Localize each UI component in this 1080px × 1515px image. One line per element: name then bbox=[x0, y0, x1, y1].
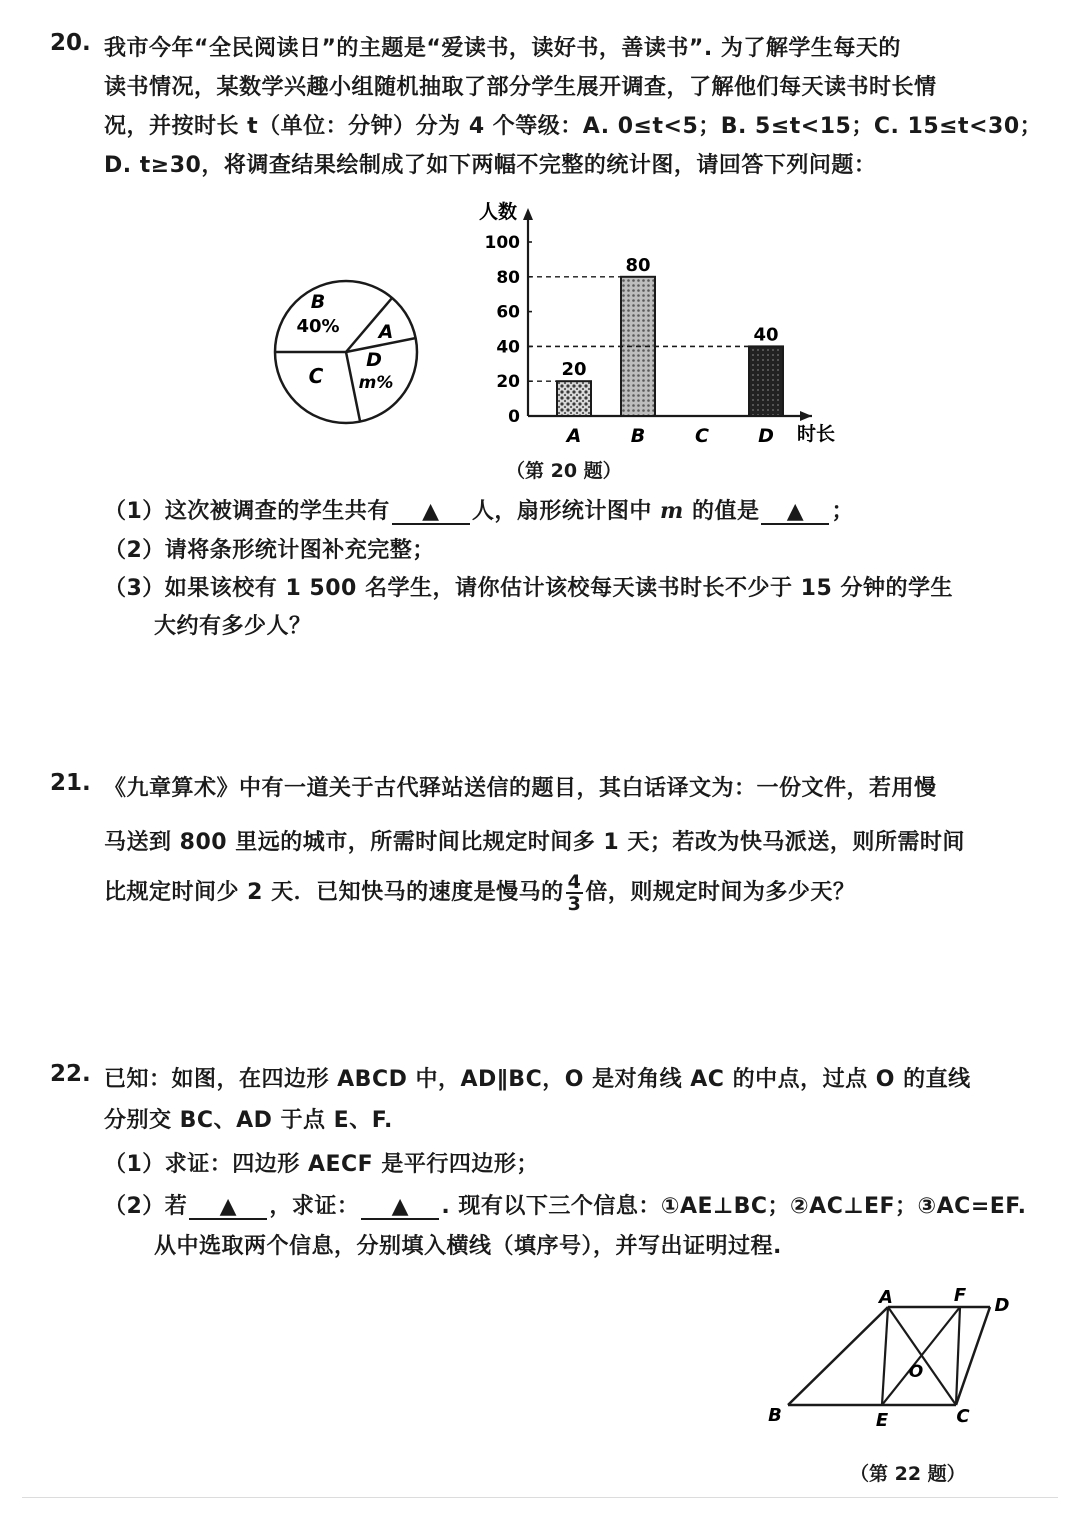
q20-line-1: 我市今年“全民阅读日”的主题是“爱读书，读好书，善读书”. 为了解学生每天的 bbox=[104, 36, 901, 61]
fraction-denominator: 3 bbox=[567, 893, 582, 915]
point-label-o: O bbox=[908, 1362, 924, 1382]
q20-line-2: 读书情况，某数学兴趣小组随机抽取了部分学生展开调查，了解他们每天读书时长情 bbox=[104, 75, 937, 100]
q22-answer-blank-conclusion[interactable] bbox=[361, 1196, 439, 1220]
q20-line-3: 况，并按时长 t（单位：分钟）分为 4 个等级：A. 0≤t<5；B. 5≤t<15；C. 15≤t<30； bbox=[104, 114, 1043, 139]
y-tick-label: 80 bbox=[496, 267, 520, 288]
point-label-a: A bbox=[879, 1287, 893, 1308]
q20-line-4: D. t≥30，将调查结果绘制成了如下两幅不完整的统计图，请回答下列问题： bbox=[104, 153, 877, 178]
q20-sub1-text-a: （1）这次被调查的学生共有 bbox=[104, 499, 390, 524]
blank-mark-icon: ▲ bbox=[786, 499, 805, 524]
bar-data-label-b: 80 bbox=[625, 254, 651, 276]
y-tick-label: 60 bbox=[496, 302, 520, 323]
q21-line-2: 马送到 800 里远的城市，所需时间比规定时间多 1 天；若改为快马派送，则所需时间 bbox=[104, 830, 965, 855]
segment-ae bbox=[882, 1307, 888, 1405]
q22-answer-blank-condition[interactable] bbox=[189, 1196, 267, 1220]
q20-answer-blank-total[interactable] bbox=[392, 501, 470, 525]
segment-cd bbox=[956, 1307, 990, 1405]
q22-figure-caption: （第 22 题） bbox=[850, 1463, 966, 1485]
bar-ylabel: 人数 bbox=[478, 201, 518, 223]
fraction-numerator: 4 bbox=[567, 871, 582, 893]
y-tick-label: 40 bbox=[496, 337, 520, 358]
bar-a bbox=[557, 381, 591, 416]
q22-sub2-text-c: . 现有以下三个信息：①AE⊥BC；②AC⊥EF；③AC=EF. bbox=[441, 1194, 1027, 1219]
q21-line-3 bbox=[104, 872, 855, 914]
pie-label-c: C bbox=[308, 364, 324, 388]
x-axis-arrow-icon bbox=[800, 411, 812, 421]
q21-line-3-text-a: 比规定时间少 2 天．已知快马的速度是慢马的 bbox=[104, 880, 564, 905]
segment-cf bbox=[956, 1307, 960, 1405]
bar-data-label-a: 20 bbox=[561, 359, 587, 381]
pie-label-b: B bbox=[310, 291, 326, 313]
q22-sub2-text-a: （2）若 bbox=[104, 1194, 188, 1219]
question-20-number: 20. bbox=[50, 30, 91, 56]
q20-sub1-text-d: ； bbox=[831, 499, 854, 524]
q20-sub1 bbox=[104, 494, 854, 525]
x-tick-label-c: C bbox=[695, 425, 709, 447]
x-tick-label-d: D bbox=[758, 425, 774, 447]
bar-d bbox=[749, 346, 783, 416]
point-label-d: D bbox=[994, 1295, 1010, 1316]
bar-xlabel: 时长 bbox=[796, 423, 836, 445]
q20-figure-caption: （第 20 题） bbox=[506, 460, 622, 482]
y-axis-arrow-icon bbox=[523, 208, 533, 220]
pie-label-d-pct: m% bbox=[358, 373, 394, 393]
pie-label-d: D bbox=[366, 349, 382, 371]
q20-bar-chart bbox=[476, 198, 856, 448]
bar-data-label-d: 40 bbox=[753, 324, 779, 346]
x-tick-label-b: B bbox=[630, 425, 646, 447]
y-tick-label: 0 bbox=[508, 407, 520, 427]
q20-sub1-text-b: 人，扇形统计图中 bbox=[471, 499, 652, 524]
q22-sub1: （1）求证：四边形 AECF 是平行四边形； bbox=[104, 1152, 539, 1177]
question-22-number: 22. bbox=[50, 1061, 91, 1087]
q20-sub2: （2）请将条形统计图补充完整； bbox=[104, 538, 435, 563]
q20-answer-blank-m[interactable] bbox=[761, 501, 829, 525]
q22-geometry-figure bbox=[760, 1285, 1020, 1445]
q21-line-1: 《九章算术》中有一道关于古代驿站送信的题目，其白话译文为：一份文件，若用慢 bbox=[104, 776, 937, 801]
q21-line-3-text-b: 倍，则规定时间为多少天？ bbox=[585, 880, 856, 905]
q22-line-2: 分别交 BC、AD 于点 E、F. bbox=[104, 1108, 393, 1133]
blank-mark-icon: ▲ bbox=[391, 1194, 410, 1219]
point-label-e: E bbox=[875, 1410, 889, 1431]
y-tick-label: 100 bbox=[484, 233, 520, 253]
bar-bars bbox=[528, 255, 783, 416]
point-label-b: B bbox=[768, 1405, 782, 1426]
question-21-number: 21. bbox=[50, 770, 91, 796]
pie-label-a: A bbox=[378, 321, 394, 343]
blank-mark-icon: ▲ bbox=[422, 499, 440, 524]
q22-sub2 bbox=[104, 1189, 1026, 1220]
q20-sub3-line2: 大约有多少人？ bbox=[154, 614, 312, 639]
segment-ab bbox=[788, 1307, 888, 1405]
q22-sub2-text-b: ，求证： bbox=[269, 1194, 360, 1219]
q20-sub1-text-c: 的值是 bbox=[691, 499, 760, 524]
point-label-c: C bbox=[956, 1406, 970, 1427]
q22-line-1: 已知：如图，在四边形 ABCD 中，AD∥BC，O 是对角线 AC 的中点，过点 O 的直线 bbox=[104, 1067, 971, 1092]
page-bottom-rule bbox=[22, 1497, 1058, 1498]
y-tick-label: 20 bbox=[496, 372, 520, 393]
q20-pie-chart bbox=[266, 272, 426, 432]
q20-sub3-line1: （3）如果该校有 1 500 名学生，请你估计该校每天读书时长不少于 15 分钟的学生 bbox=[104, 576, 953, 601]
blank-mark-icon: ▲ bbox=[219, 1194, 238, 1219]
segment-ef bbox=[882, 1307, 960, 1405]
q22-sub2-line2: 从中选取两个信息，分别填入横线（填序号），并写出证明过程. bbox=[154, 1234, 782, 1259]
x-tick-label-a: A bbox=[566, 425, 582, 447]
fraction-four-thirds bbox=[566, 872, 584, 914]
point-label-f: F bbox=[953, 1285, 967, 1306]
pie-label-b-pct: 40% bbox=[296, 316, 340, 337]
q20-sub1-m: m bbox=[660, 498, 684, 524]
